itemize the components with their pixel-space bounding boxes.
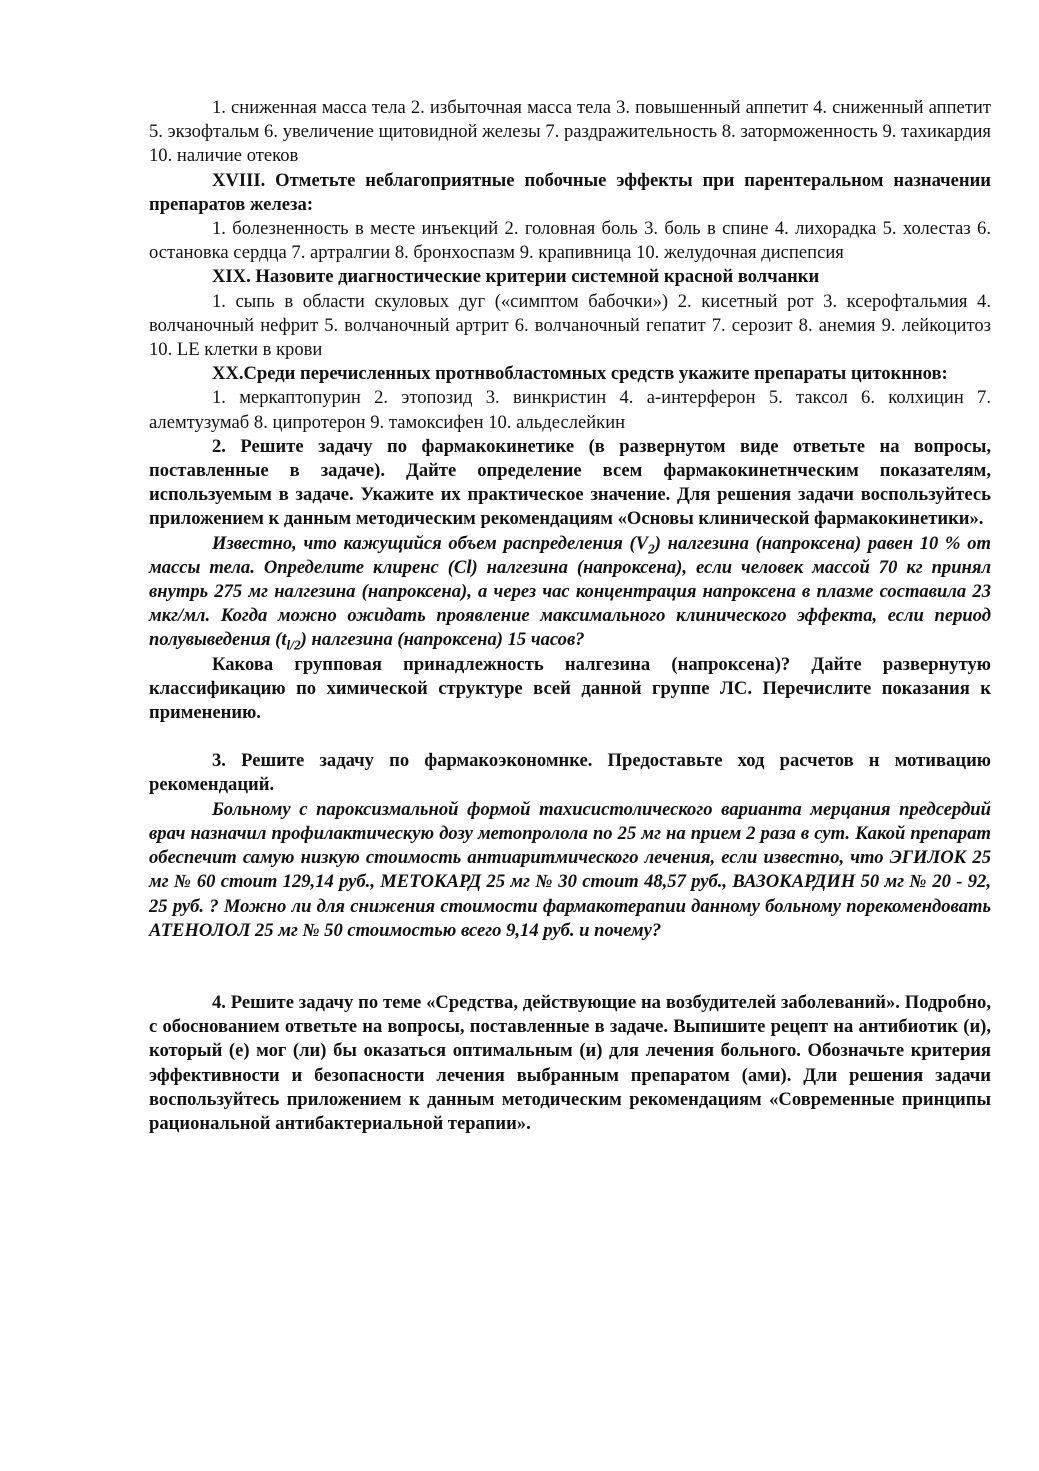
- q18-options: 1. болезненность в месте инъекций 2. головная боль 3. боль в спине 4. лихорадка 5. холестаз 6. остановка сердца 7. артралгии 8. бронхоспазм 9. крапивница 10. желудочная диспепсия: [149, 218, 991, 264]
- task3-body: Больному с пароксизмальной формой тахисистолического варианта мерцания предсердий врач назначил профилактическую дозу метопролола по 25 мг на прием 2 раза в сут. Какой препарат обеспечит самую низкую стоимость антиаритмического лечения, если известно, что ЭГИЛОК 25 мг № 60 стоит 129,14 руб., МЕТОКАРД 25 мг № 30 стоит 48,57 руб., ВАЗОКАРДИН 50 мг № 20 - 92, 25 руб. ? Можно ли для снижения стоимости фармакотерапии данному больному порекомендовать АТЕНОЛОЛ 25 мг № 50 стоимостью всего 9,14 руб. и почему?: [149, 798, 991, 941]
- document-page: [149, 96, 991, 1136]
- spacer: [149, 725, 991, 749]
- task2-body-subscript-v: 2: [648, 541, 655, 557]
- task2-body: [149, 532, 991, 653]
- spacer: [149, 943, 991, 991]
- task3-title: 3. Решите задачу по фармакоэкономнке. Предоставьте ход расчетов н мотивацию рекомендаций.: [149, 750, 991, 796]
- q20-options: 1. меркаптопурин 2. этопозид 3. винкристин 4. а-интерферон 5. таксол 6. колхицин 7. алемтузумаб 8. ципротерон 9. тамоксифен 10. альдеслейкин: [149, 387, 991, 433]
- q18-title: XVIII. Отметьте неблагоприятные побочные эффекты при парентеральном назначении препаратов железа:: [149, 169, 991, 215]
- q17-options: 1. сниженная масса тела 2. избыточная масса тела 3. повышенный аппетит 4. сниженный аппетит 5. экзофтальм 6. увеличение щитовидной железы 7. раздражительность 8. заторможенность 9. тахикардия 10. наличие отеков: [149, 97, 991, 167]
- task2-body-subscript-t: l/2: [286, 638, 301, 654]
- task2-title: 2. Решите задачу по фармакокинетике (в развернутом виде ответьте на вопросы, поставленные в задаче). Дайте определение всем фармакокинетнческим показателям, используемым в задаче. Укажите их практическое значение. Для решения задачи воспользуйтесь приложением к данным методическим рекомендациям «Основы клинической фармакокинетики».: [149, 435, 991, 530]
- q19-options: 1. сыпь в области скуловых дуг («симптом бабочки») 2. кисетный рот 3. ксерофтальмия 4. волчаночный нефрит 5. волчаночный артрит 6. волчаночный гепатит 7. серозит 8. анемия 9. лейкоцитоз 10. LE клетки в крови: [149, 290, 991, 361]
- task2-body-part-b: ) налгезина (напроксена) равен 10 % от массы тела. Определите клиренс (Cl) налгезина (напроксена), если человек массой 70 кг принял внутрь 275 мг налгезина (напроксена), а через час концентрация напроксена в плазме составила 23 мкг/мл. Когда можно ожидать проявление максимального клинического эффекта, если период полувыведения (t: [149, 532, 991, 651]
- task2-body-part-a: Известно, что кажущийся объем распределения (V: [212, 532, 649, 554]
- task2-body-part-c: ) налгезина (напроксена) 15 часов?: [300, 629, 585, 651]
- task2-question: Какова групповая принадлежность налгезина (напроксена)? Дайте развернутую классификацию по химической структуре всей данной группе ЛС. Перечислите показания к применению.: [149, 653, 991, 724]
- q19-title: XIX. Назовите диагностические критерии системной красной волчанки: [212, 266, 820, 288]
- q20-title: XX.Среди перечисленных протнвобластомных средств укажите препараты цитокннов:: [212, 363, 948, 385]
- task4-title: 4. Решите задачу по теме «Средства, действующие на возбудителей заболеваний». Подробно, с обоснованием ответьте на вопросы, поставленные в задаче. Выпишите рецепт на антибиотик (и), который (е) мог (ли) бы оказаться оптимальным (и) для лечения больного. Обозначьте критерия эффективности и безопасности лечения выбранным препаратом (ами). Дли решения задачи воспользуйтесь приложением к данным методическим рекомендациям «Современные принципы рациональной антибактериальной терапии».: [149, 991, 991, 1134]
